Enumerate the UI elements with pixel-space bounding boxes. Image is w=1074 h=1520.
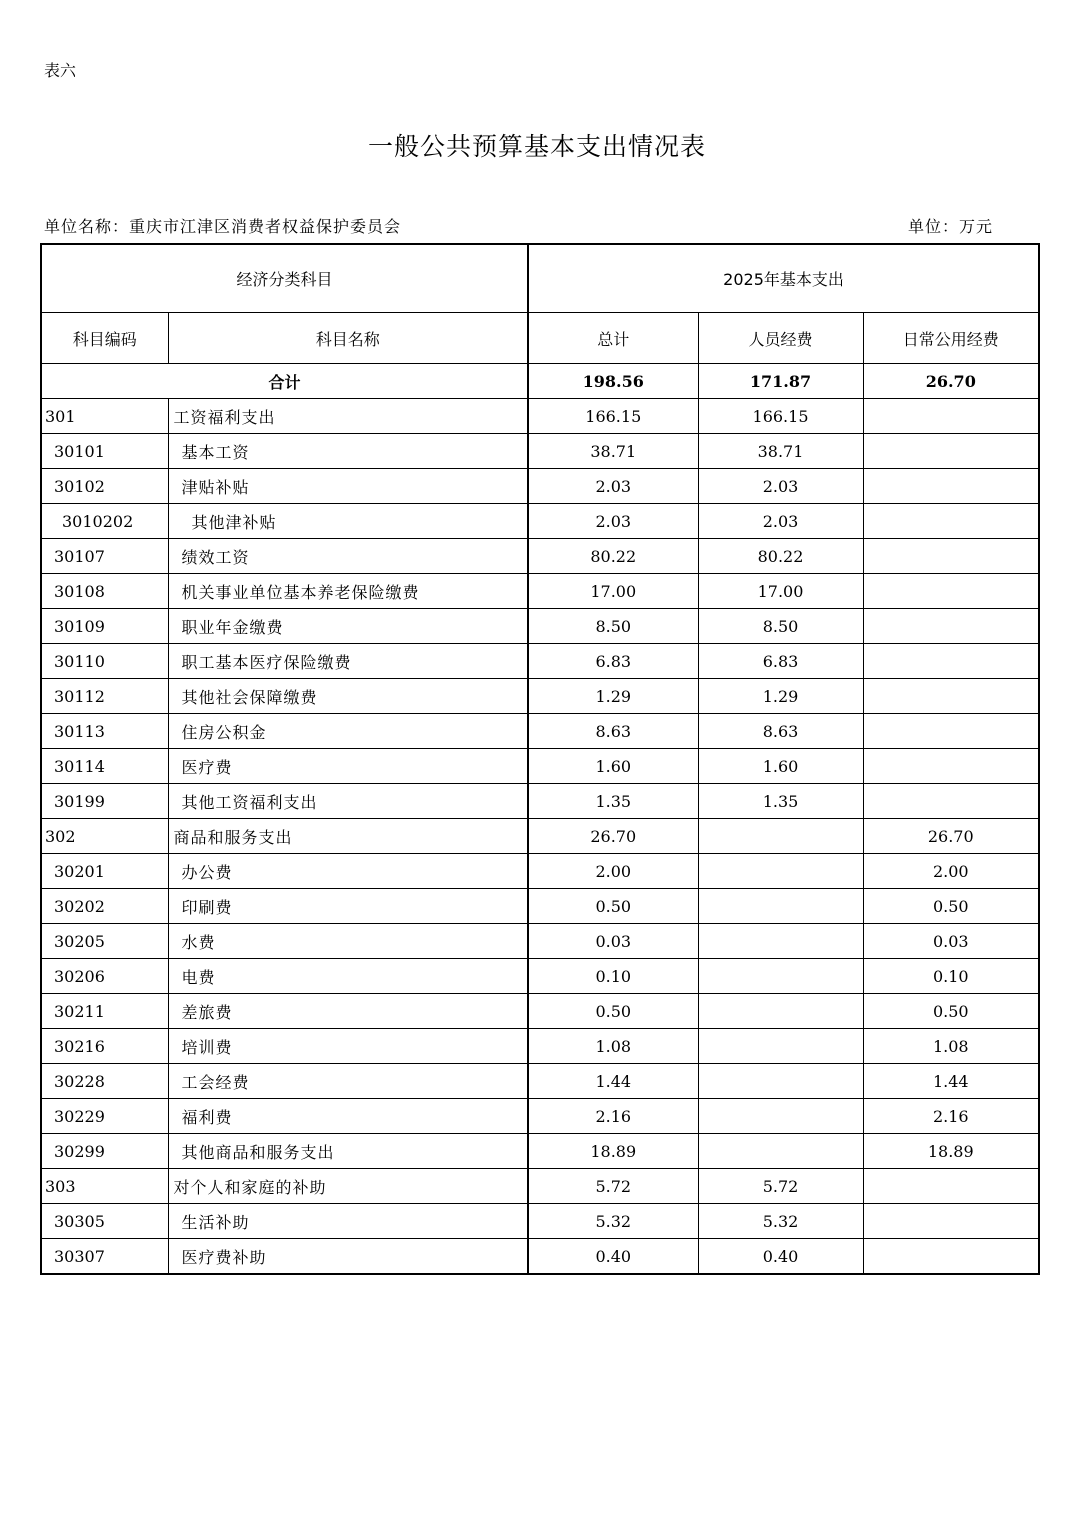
row-name: 差旅费 <box>168 994 528 1029</box>
row-public <box>863 1169 1039 1204</box>
row-code: 30110 <box>41 644 168 679</box>
row-personnel: 1.60 <box>698 749 863 784</box>
table-row <box>41 399 1039 434</box>
row-name: 绩效工资 <box>168 539 528 574</box>
row-personnel: 166.15 <box>698 399 863 434</box>
row-code: 30305 <box>41 1204 168 1239</box>
table-row <box>41 434 1039 469</box>
row-public <box>863 609 1039 644</box>
table-id: 表六 <box>44 61 77 80</box>
header-name: 科目名称 <box>168 313 528 364</box>
row-public <box>863 714 1039 749</box>
table-row <box>41 679 1039 714</box>
row-total: 18.89 <box>528 1134 698 1169</box>
header-column-row <box>41 313 1039 364</box>
row-name: 其他工资福利支出 <box>168 784 528 819</box>
row-name: 生活补助 <box>168 1204 528 1239</box>
row-name: 其他商品和服务支出 <box>168 1134 528 1169</box>
row-name: 机关事业单位基本养老保险缴费 <box>168 574 528 609</box>
row-code: 30102 <box>41 469 168 504</box>
table-row <box>41 994 1039 1029</box>
total-public: 26.70 <box>863 364 1039 399</box>
row-code: 30101 <box>41 434 168 469</box>
table-row <box>41 1204 1039 1239</box>
header-basic-expenditure: 2025年基本支出 <box>528 244 1039 313</box>
row-total: 26.70 <box>528 819 698 854</box>
row-name: 印刷费 <box>168 889 528 924</box>
header-public: 日常公用经费 <box>863 313 1039 364</box>
row-personnel: 8.50 <box>698 609 863 644</box>
page-title: 一般公共预算基本支出情况表 <box>367 132 706 161</box>
row-name: 职工基本医疗保险缴费 <box>168 644 528 679</box>
row-personnel <box>698 854 863 889</box>
header-total: 总计 <box>528 313 698 364</box>
row-name: 医疗费补助 <box>168 1239 528 1275</box>
row-personnel: 2.03 <box>698 504 863 539</box>
row-personnel: 5.32 <box>698 1204 863 1239</box>
row-total: 1.08 <box>528 1029 698 1064</box>
row-total: 1.29 <box>528 679 698 714</box>
table-row <box>41 784 1039 819</box>
table-row <box>41 1169 1039 1204</box>
row-name: 职业年金缴费 <box>168 609 528 644</box>
row-total: 1.60 <box>528 749 698 784</box>
table-row <box>41 854 1039 889</box>
row-total: 1.44 <box>528 1064 698 1099</box>
row-personnel <box>698 1064 863 1099</box>
total-personnel: 171.87 <box>698 364 863 399</box>
row-name: 住房公积金 <box>168 714 528 749</box>
table-row <box>41 1239 1039 1275</box>
row-code: 30229 <box>41 1099 168 1134</box>
row-public: 18.89 <box>863 1134 1039 1169</box>
row-public <box>863 784 1039 819</box>
table-row <box>41 574 1039 609</box>
row-total: 0.03 <box>528 924 698 959</box>
row-total: 0.40 <box>528 1239 698 1275</box>
row-personnel: 38.71 <box>698 434 863 469</box>
row-name: 对个人和家庭的补助 <box>168 1169 528 1204</box>
row-code: 30114 <box>41 749 168 784</box>
row-code: 30216 <box>41 1029 168 1064</box>
header-economic-category: 经济分类科目 <box>41 244 528 313</box>
row-public <box>863 504 1039 539</box>
row-code: 30107 <box>41 539 168 574</box>
table-row <box>41 959 1039 994</box>
row-code: 30206 <box>41 959 168 994</box>
row-public: 0.50 <box>863 889 1039 924</box>
row-code: 30211 <box>41 994 168 1029</box>
row-name: 福利费 <box>168 1099 528 1134</box>
total-label: 合计 <box>41 364 528 399</box>
row-code: 30205 <box>41 924 168 959</box>
row-total: 80.22 <box>528 539 698 574</box>
row-name: 电费 <box>168 959 528 994</box>
row-personnel <box>698 924 863 959</box>
row-code: 30199 <box>41 784 168 819</box>
row-name: 其他津补贴 <box>168 504 528 539</box>
row-name: 工资福利支出 <box>168 399 528 434</box>
row-name: 津贴补贴 <box>168 469 528 504</box>
row-total: 1.35 <box>528 784 698 819</box>
row-code: 30109 <box>41 609 168 644</box>
row-total: 0.10 <box>528 959 698 994</box>
row-code: 30113 <box>41 714 168 749</box>
row-total: 6.83 <box>528 644 698 679</box>
row-public: 2.16 <box>863 1099 1039 1134</box>
row-code: 302 <box>41 819 168 854</box>
table-row <box>41 1099 1039 1134</box>
row-name: 水费 <box>168 924 528 959</box>
total-row <box>41 364 1039 399</box>
row-public <box>863 469 1039 504</box>
header-personnel: 人员经费 <box>698 313 863 364</box>
row-personnel: 1.35 <box>698 784 863 819</box>
row-total: 17.00 <box>528 574 698 609</box>
row-name: 基本工资 <box>168 434 528 469</box>
row-personnel <box>698 994 863 1029</box>
row-public: 0.50 <box>863 994 1039 1029</box>
row-code: 303 <box>41 1169 168 1204</box>
row-total: 166.15 <box>528 399 698 434</box>
row-public: 1.44 <box>863 1064 1039 1099</box>
row-public <box>863 539 1039 574</box>
row-code: 30228 <box>41 1064 168 1099</box>
row-personnel <box>698 889 863 924</box>
row-personnel: 6.83 <box>698 644 863 679</box>
header-group-row <box>41 244 1039 313</box>
row-personnel <box>698 819 863 854</box>
row-total: 2.03 <box>528 504 698 539</box>
row-name: 商品和服务支出 <box>168 819 528 854</box>
row-public <box>863 434 1039 469</box>
row-public: 26.70 <box>863 819 1039 854</box>
row-name: 工会经费 <box>168 1064 528 1099</box>
row-personnel: 1.29 <box>698 679 863 714</box>
table-row <box>41 924 1039 959</box>
row-total: 8.50 <box>528 609 698 644</box>
row-public <box>863 644 1039 679</box>
table-row <box>41 609 1039 644</box>
table-row <box>41 1134 1039 1169</box>
row-personnel: 5.72 <box>698 1169 863 1204</box>
row-public: 2.00 <box>863 854 1039 889</box>
table-row <box>41 1029 1039 1064</box>
row-code: 301 <box>41 399 168 434</box>
row-total: 2.00 <box>528 854 698 889</box>
table-row <box>41 819 1039 854</box>
unit-name: 单位名称：重庆市江津区消费者权益保护委员会 <box>44 217 402 236</box>
row-personnel: 8.63 <box>698 714 863 749</box>
header-code: 科目编码 <box>41 313 168 364</box>
table-row <box>41 504 1039 539</box>
row-total: 2.16 <box>528 1099 698 1134</box>
row-code: 3010202 <box>41 504 168 539</box>
row-public: 1.08 <box>863 1029 1039 1064</box>
row-personnel <box>698 1029 863 1064</box>
row-total: 0.50 <box>528 994 698 1029</box>
row-total: 5.72 <box>528 1169 698 1204</box>
table-row <box>41 469 1039 504</box>
row-public <box>863 1204 1039 1239</box>
row-total: 5.32 <box>528 1204 698 1239</box>
row-public: 0.10 <box>863 959 1039 994</box>
row-name: 办公费 <box>168 854 528 889</box>
table-row <box>41 539 1039 574</box>
row-public <box>863 1239 1039 1275</box>
table-row <box>41 714 1039 749</box>
row-public <box>863 679 1039 714</box>
row-personnel: 2.03 <box>698 469 863 504</box>
row-code: 30201 <box>41 854 168 889</box>
table-row <box>41 749 1039 784</box>
table-row <box>41 889 1039 924</box>
row-total: 8.63 <box>528 714 698 749</box>
table-row <box>41 1064 1039 1099</box>
row-public <box>863 574 1039 609</box>
row-personnel <box>698 1099 863 1134</box>
total-total: 198.56 <box>528 364 698 399</box>
row-personnel: 17.00 <box>698 574 863 609</box>
budget-table <box>40 243 1040 1275</box>
row-personnel: 0.40 <box>698 1239 863 1275</box>
row-public <box>863 399 1039 434</box>
row-total: 0.50 <box>528 889 698 924</box>
row-name: 其他社会保障缴费 <box>168 679 528 714</box>
row-public <box>863 749 1039 784</box>
row-code: 30202 <box>41 889 168 924</box>
row-name: 培训费 <box>168 1029 528 1064</box>
row-total: 2.03 <box>528 469 698 504</box>
row-public: 0.03 <box>863 924 1039 959</box>
row-personnel: 80.22 <box>698 539 863 574</box>
row-code: 30299 <box>41 1134 168 1169</box>
row-code: 30112 <box>41 679 168 714</box>
row-name: 医疗费 <box>168 749 528 784</box>
row-code: 30108 <box>41 574 168 609</box>
unit-label: 单位：万元 <box>908 217 994 236</box>
row-personnel <box>698 1134 863 1169</box>
table-row <box>41 644 1039 679</box>
row-personnel <box>698 959 863 994</box>
row-total: 38.71 <box>528 434 698 469</box>
row-code: 30307 <box>41 1239 168 1275</box>
